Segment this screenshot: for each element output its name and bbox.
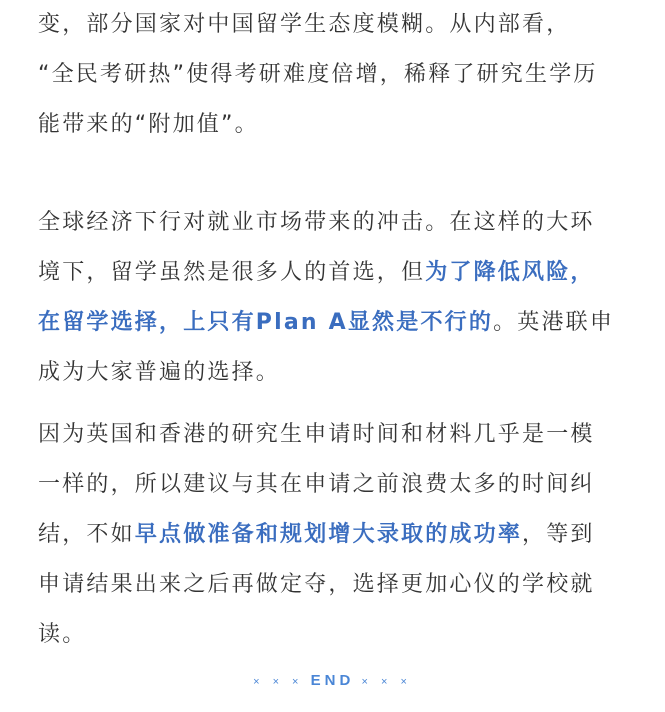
text-line: 因为英国和香港的研究生申请时间和材料几乎是一模: [38, 422, 595, 447]
highlighted-text: 为了降低风险，: [425, 260, 595, 285]
plain-text: 境下，留学虽然是很多人的首选，但: [38, 260, 426, 285]
text-line: 读。: [38, 622, 87, 647]
highlighted-text: 在留学选择，上只有Plan A显然是不行的: [38, 310, 494, 335]
end-divider: [0, 672, 665, 689]
text-line: 全球经济下行对就业市场带来的冲击。在这样的大环: [38, 210, 595, 235]
text-line: [38, 510, 638, 560]
paragraph-2: [38, 198, 638, 398]
text-line: 能带来的“附加值”。: [38, 112, 259, 137]
paragraph-spacer: [38, 398, 638, 410]
text-line: 申请结果出来之后再做定夺，选择更加心仪的学校就: [38, 572, 595, 597]
paragraph-3: [38, 410, 638, 660]
end-label: END: [310, 672, 355, 689]
text-line: [38, 248, 638, 298]
highlighted-text: 早点做准备和规划增大录取的成功率: [134, 522, 523, 547]
paragraph-spacer: [38, 150, 638, 198]
paragraph-1: [38, 0, 638, 150]
plain-text: 。英港联申: [493, 310, 615, 335]
article-body: [38, 0, 638, 660]
text-line: “全民考研热”使得考研难度倍增，稀释了研究生学历: [38, 62, 598, 87]
plain-text: ，等到: [522, 522, 595, 547]
text-line: 成为大家普遍的选择。: [38, 360, 281, 385]
text-line: 变，部分国家对中国留学生态度模糊。从内部看，: [38, 12, 571, 37]
text-line: [38, 298, 638, 348]
cross-decoration-left: × × ×: [253, 676, 304, 688]
text-line: 一样的，所以建议与其在申请之前浪费太多的时间纠: [38, 472, 595, 497]
plain-text: 结，不如: [38, 522, 135, 547]
cross-decoration-right: × × ×: [361, 676, 412, 688]
